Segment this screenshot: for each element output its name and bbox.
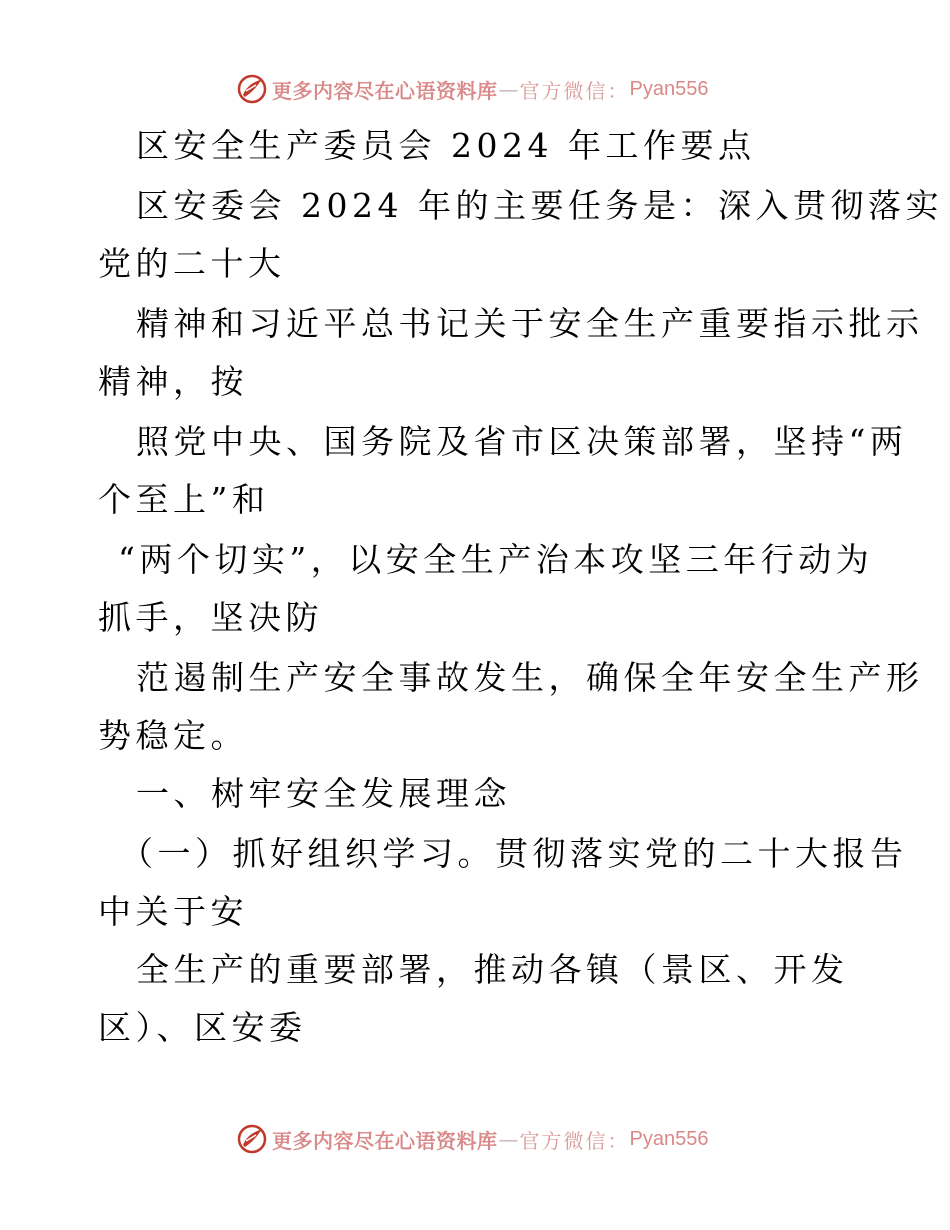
paragraph-line: 抓手，坚决防 — [98, 598, 323, 637]
paragraph-line: 全生产的重要部署，推动各镇（景区、开发 — [136, 950, 849, 989]
banner-wechat-id: Pyan556 — [629, 77, 709, 100]
paragraph-line: 区安委会 2024 年的主要任务是：深入贯彻落实 — [136, 186, 943, 225]
paragraph-line: 精神，按 — [98, 362, 248, 401]
banner-official-label: 官方微信： — [519, 78, 630, 103]
banner-official-label: 官方微信： — [519, 1128, 630, 1153]
brand-logo-icon — [236, 1123, 268, 1155]
paragraph-line: 中关于安 — [98, 892, 248, 931]
section-heading: 一、树牢安全发展理念 — [136, 774, 511, 813]
header-banner — [236, 72, 708, 106]
paragraph-line: 党的二十大 — [98, 244, 286, 283]
paragraph-line: 区）、区安委 — [98, 1008, 307, 1047]
document-title: 区安全生产委员会 2024 年工作要点 — [136, 126, 756, 165]
paragraph-line: 照党中央、国务院及省市区决策部署，坚持“两 — [136, 422, 908, 461]
banner-text: 更多内容尽在心语资料库 — [272, 78, 498, 103]
paragraph-line: “两个切实”，以安全生产治本攻坚三年行动为 — [118, 540, 874, 579]
banner-dash: — — [498, 77, 519, 101]
banner-text: 更多内容尽在心语资料库 — [272, 1128, 498, 1153]
paragraph-line: 精神和习近平总书记关于安全生产重要指示批示 — [136, 304, 924, 343]
banner-wechat-id: Pyan556 — [629, 1127, 709, 1150]
brand-logo-icon — [236, 73, 268, 105]
footer-banner — [236, 1122, 708, 1156]
paragraph-line: 势稳定。 — [98, 716, 248, 755]
paragraph-line: 范遏制生产安全事故发生，确保全年安全生产形 — [136, 658, 924, 697]
paragraph-line: 个至上”和 — [98, 480, 270, 519]
banner-dash: — — [498, 1127, 519, 1151]
paragraph-line: （一）抓好组织学习。贯彻落实党的二十大报告 — [120, 834, 908, 873]
